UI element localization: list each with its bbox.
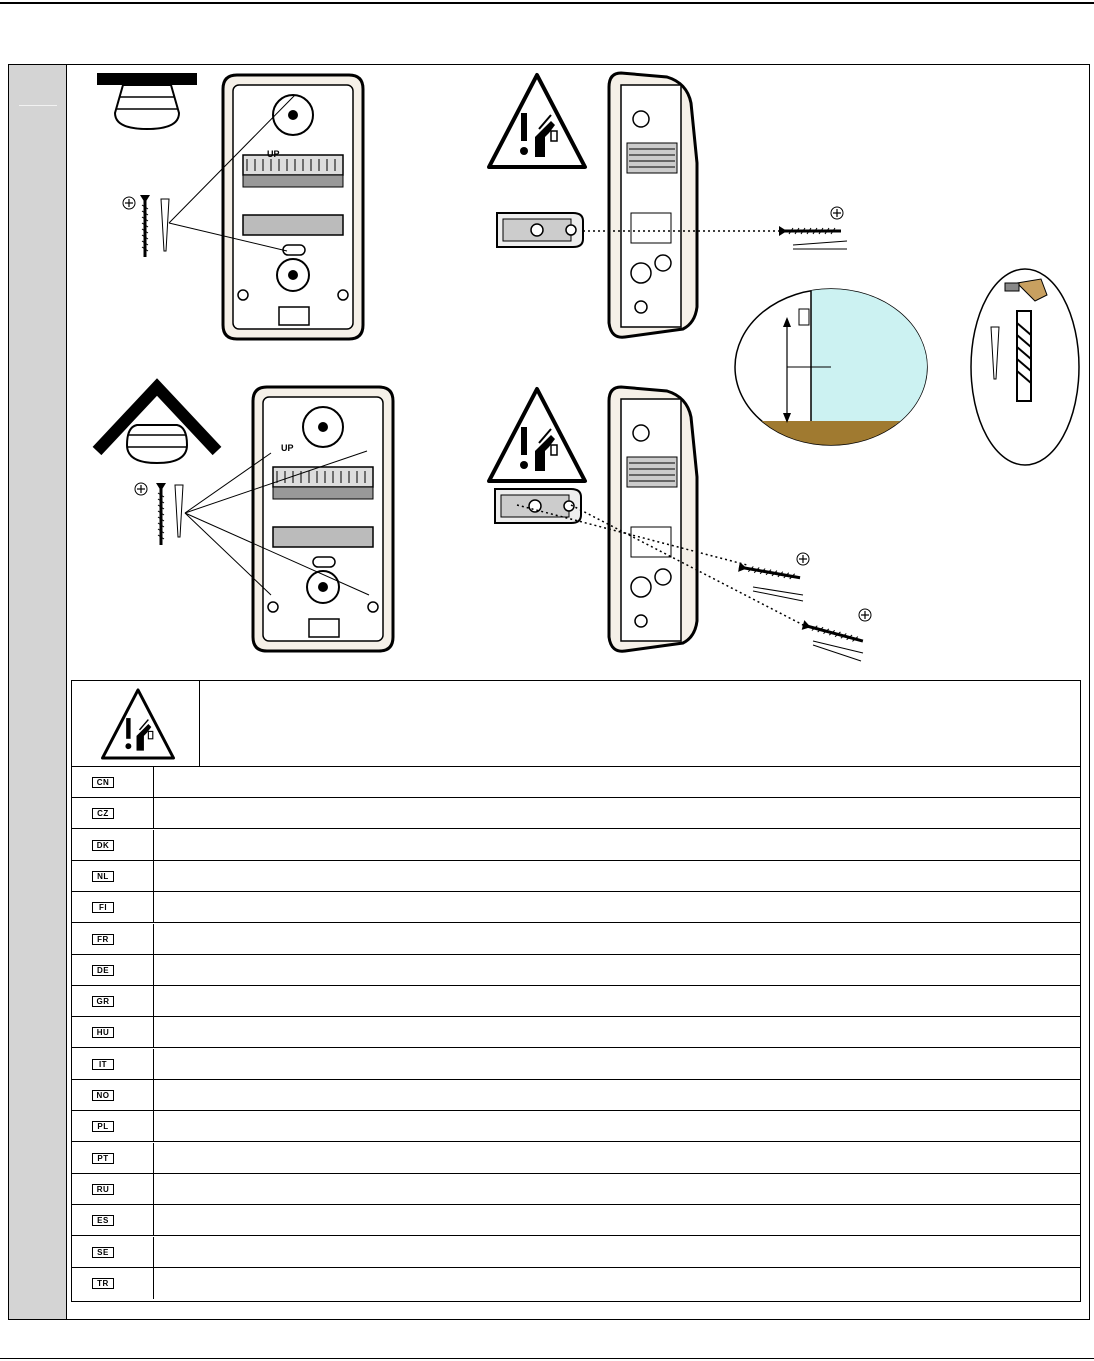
side-housing-top: [609, 73, 697, 337]
screw-icon: [156, 483, 166, 545]
language-code-cell: [72, 1080, 154, 1110]
language-row-de: [72, 955, 1080, 986]
language-row-ru: [72, 1174, 1080, 1205]
language-code-cell: [72, 892, 154, 922]
language-code-badge: ES: [92, 1215, 114, 1226]
phillips-icon: [831, 207, 843, 219]
language-row-se: [72, 1237, 1080, 1268]
language-code-badge: DE: [92, 965, 114, 976]
language-row-pl: [72, 1111, 1080, 1142]
language-code-badge: FI: [92, 902, 114, 913]
language-code-cell: [72, 1143, 154, 1173]
top-rule: [0, 2, 1094, 4]
language-row-nl: [72, 861, 1080, 892]
language-row-fr: [72, 924, 1080, 955]
language-row-fi: [72, 892, 1080, 923]
language-code-cell: [72, 1174, 154, 1204]
language-code-badge: HU: [92, 1027, 114, 1038]
language-code-cell: [72, 924, 154, 954]
phillips-icon: [135, 483, 147, 495]
language-code-cell: [72, 1237, 154, 1267]
language-row-no: [72, 1080, 1080, 1111]
language-row-gr: [72, 986, 1080, 1017]
language-row-tr: [72, 1268, 1080, 1299]
front-housing-top: [223, 75, 363, 339]
warning-table: [71, 680, 1081, 1302]
anchor-icon: [175, 485, 183, 537]
language-code-cell: [72, 1111, 154, 1141]
phillips-icon: [859, 609, 871, 621]
language-code-badge: PT: [92, 1153, 114, 1164]
language-code-badge: PL: [92, 1121, 114, 1132]
language-code-cell: [72, 986, 154, 1016]
warning-triangle-icon: [96, 687, 180, 761]
ceiling-mount-icon: [97, 73, 197, 129]
screw-icon: [738, 562, 801, 583]
bottom-rule: [0, 1358, 1094, 1359]
language-row-cn: [72, 767, 1080, 798]
language-code-badge: RU: [92, 1184, 114, 1195]
language-code-cell: [72, 1017, 154, 1047]
anchor-icon: [161, 199, 169, 251]
screw-icon: [140, 195, 150, 257]
language-code-badge: FR: [92, 934, 114, 945]
language-code-badge: GR: [92, 996, 114, 1007]
phillips-icon: [123, 197, 135, 209]
sidebar-tick: [19, 105, 57, 106]
up-label-2: UP: [281, 443, 294, 453]
language-code-badge: NL: [92, 871, 114, 882]
screw-icon: [779, 226, 841, 236]
language-code-badge: DK: [92, 840, 114, 851]
language-code-cell: [72, 861, 154, 891]
language-row-cz: [72, 798, 1080, 829]
corner-mount-icon: [97, 387, 217, 463]
up-label-1: UP: [267, 149, 280, 159]
warning-triangle-icon: [489, 75, 585, 167]
warning-triangle-icon: [489, 389, 585, 481]
language-code-badge: CN: [92, 777, 114, 788]
language-row-hu: [72, 1017, 1080, 1048]
installation-drawing: [67, 65, 1089, 677]
mounting-bracket: [497, 213, 583, 247]
mounting-bracket: [495, 489, 581, 523]
language-code-cell: [72, 830, 154, 860]
language-code-cell: [72, 798, 154, 828]
language-code-cell: [72, 1049, 154, 1079]
language-row-dk: [72, 830, 1080, 861]
language-row-es: [72, 1205, 1080, 1236]
language-code-badge: IT: [92, 1059, 114, 1070]
language-code-badge: SE: [92, 1247, 114, 1258]
mounting-height-diagram: [727, 285, 947, 451]
language-row-pt: [72, 1143, 1080, 1174]
language-code-cell: [72, 1205, 154, 1235]
language-code-cell: [72, 767, 154, 797]
sidebar: [9, 65, 67, 1319]
language-code-badge: TR: [92, 1278, 114, 1289]
language-row-it: [72, 1049, 1080, 1080]
language-code-cell: [72, 955, 154, 985]
front-housing-bottom: [253, 387, 393, 651]
side-housing-bottom: [609, 387, 697, 651]
language-code-badge: NO: [92, 1090, 114, 1101]
phillips-icon: [797, 553, 809, 565]
installation-illustrations: [67, 65, 1089, 677]
drill-diagram: [971, 269, 1079, 465]
screw-icon: [802, 620, 864, 646]
warning-icon-cell: [72, 681, 200, 767]
warning-header: [72, 681, 1080, 767]
language-code-cell: [72, 1268, 154, 1299]
language-code-badge: CZ: [92, 808, 114, 819]
